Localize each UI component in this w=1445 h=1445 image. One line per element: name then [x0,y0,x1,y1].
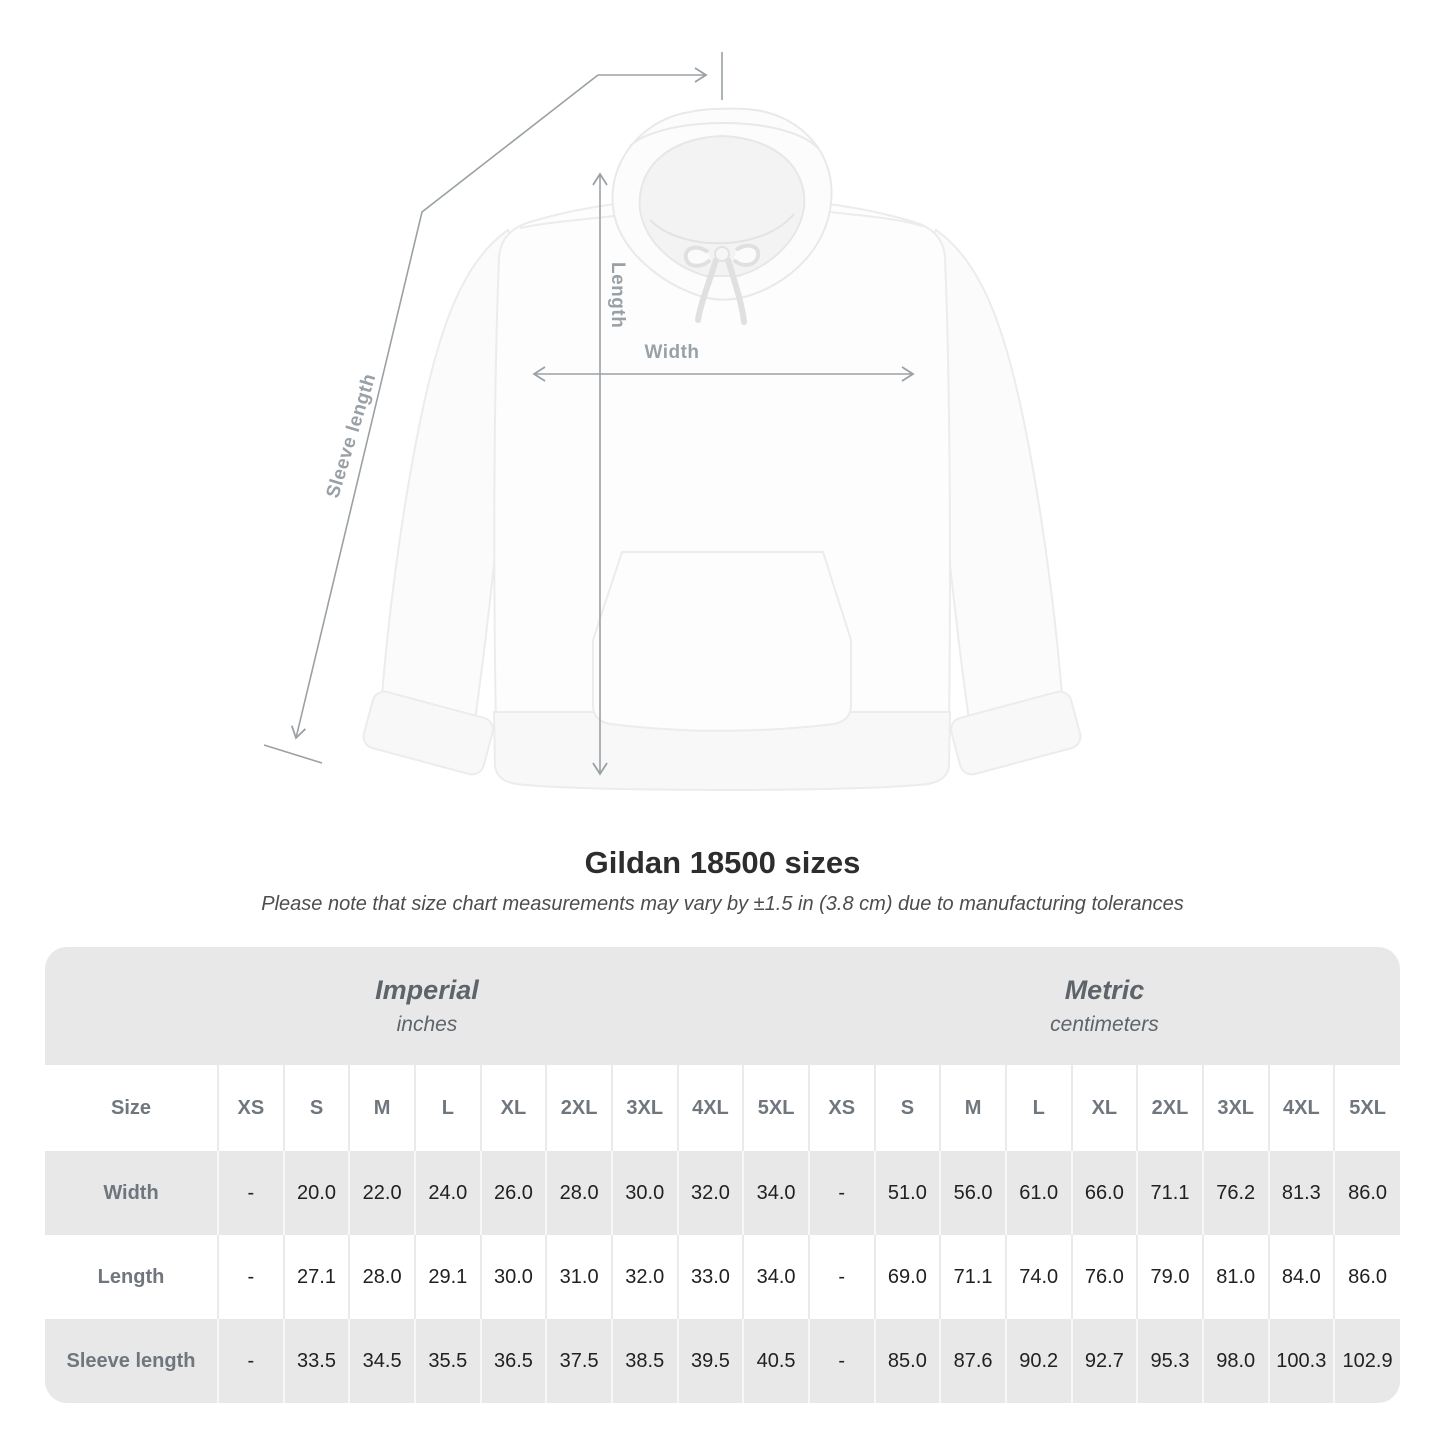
width-arrow-label: Width [644,342,700,363]
measurement-value: 35.5 [415,1319,481,1403]
size-col-imperial-l: L [415,1065,481,1151]
measurement-row-length [45,1235,1400,1319]
measurement-value: 36.5 [481,1319,547,1403]
measurement-value: 79.0 [1137,1235,1203,1319]
imperial-section-title: Imperial [375,975,479,1005]
measurement-value: 37.5 [546,1319,612,1403]
length-arrow-label: Length [607,262,628,329]
measurement-value: 34.0 [743,1151,809,1235]
size-col-metric-4xl: 4XL [1269,1065,1335,1151]
size-col-imperial-2xl: 2XL [546,1065,612,1151]
measurement-value: 34.5 [349,1319,415,1403]
measurement-row-sleeve-length [45,1319,1400,1403]
measurement-value: 39.5 [678,1319,744,1403]
measurement-value: 66.0 [1072,1151,1138,1235]
row-label: Sleeve length [45,1319,218,1403]
measurement-value: 100.3 [1269,1319,1335,1403]
size-col-metric-xs: XS [809,1065,875,1151]
measurement-value: 90.2 [1006,1319,1072,1403]
imperial-section-unit: inches [396,1013,458,1036]
measurement-row-width [45,1151,1400,1235]
measurement-value: 31.0 [546,1235,612,1319]
measurement-value: 76.0 [1072,1235,1138,1319]
size-row-label: Size [45,1065,218,1151]
size-col-imperial-3xl: 3XL [612,1065,678,1151]
size-col-metric-5xl: 5XL [1334,1065,1400,1151]
measurement-value: - [218,1151,284,1235]
size-col-metric-s: S [875,1065,941,1151]
measurement-value: 87.6 [940,1319,1006,1403]
measurement-value: 95.3 [1137,1319,1203,1403]
measurement-value: 28.0 [546,1151,612,1235]
tolerance-note: Please note that size chart measurements may vary by ±1.5 in (3.8 cm) due to manufacturing tolerances [261,893,1184,915]
size-col-metric-3xl: 3XL [1203,1065,1269,1151]
measurement-value: 61.0 [1006,1151,1072,1235]
measurement-value: 69.0 [875,1235,941,1319]
measurement-value: 38.5 [612,1319,678,1403]
measurement-value: 34.0 [743,1235,809,1319]
measurement-value: 29.1 [415,1235,481,1319]
size-col-imperial-5xl: 5XL [743,1065,809,1151]
size-col-imperial-s: S [284,1065,350,1151]
measurement-value: - [218,1319,284,1403]
size-col-metric-xl: XL [1072,1065,1138,1151]
measurement-value: 32.0 [612,1235,678,1319]
measurement-value: 22.0 [349,1151,415,1235]
size-col-imperial-4xl: 4XL [678,1065,744,1151]
measurement-value: 27.1 [284,1235,350,1319]
measurement-value: 98.0 [1203,1319,1269,1403]
measurement-value: 76.2 [1203,1151,1269,1235]
measurement-value: 71.1 [940,1235,1006,1319]
metric-section-unit: centimeters [1050,1013,1159,1036]
unit-section-row [45,947,1400,1065]
measurement-value: 24.0 [415,1151,481,1235]
measurement-value: 28.0 [349,1235,415,1319]
metric-section-header [809,947,1400,1065]
measurement-value: - [809,1319,875,1403]
size-chart-table [45,947,1400,1403]
measurement-value: 71.1 [1137,1151,1203,1235]
measurement-value: 33.5 [284,1319,350,1403]
measurement-value: 40.5 [743,1319,809,1403]
measurement-value: 102.9 [1334,1319,1400,1403]
measurement-value: 30.0 [612,1151,678,1235]
measurement-value: - [809,1151,875,1235]
measurement-value: 51.0 [875,1151,941,1235]
row-label: Width [45,1151,218,1235]
measurement-value: 81.0 [1203,1235,1269,1319]
size-col-imperial-m: M [349,1065,415,1151]
measurement-value: 33.0 [678,1235,744,1319]
measurement-value: 32.0 [678,1151,744,1235]
hoodie-image [361,109,1083,790]
measurement-value: 56.0 [940,1151,1006,1235]
sleeve-length-arrow-label: Sleeve length [322,371,381,501]
row-label: Length [45,1235,218,1319]
measurement-value: 86.0 [1334,1235,1400,1319]
measurement-value: - [218,1235,284,1319]
size-col-metric-m: M [940,1065,1006,1151]
page-title: Gildan 18500 sizes [584,845,861,880]
size-col-imperial-xl: XL [481,1065,547,1151]
imperial-section-header [45,947,809,1065]
measurement-value: - [809,1235,875,1319]
size-col-imperial-xs: XS [218,1065,284,1151]
measurement-value: 20.0 [284,1151,350,1235]
measurement-value: 74.0 [1006,1235,1072,1319]
size-col-metric-l: L [1006,1065,1072,1151]
size-col-metric-2xl: 2XL [1137,1065,1203,1151]
metric-section-title: Metric [1064,975,1145,1005]
measurement-value: 81.3 [1269,1151,1335,1235]
measurement-value: 85.0 [875,1319,941,1403]
size-header-row [45,1065,1400,1151]
measurement-value: 30.0 [481,1235,547,1319]
measurement-value: 84.0 [1269,1235,1335,1319]
measurement-value: 86.0 [1334,1151,1400,1235]
measurement-value: 92.7 [1072,1319,1138,1403]
measurement-value: 26.0 [481,1151,547,1235]
